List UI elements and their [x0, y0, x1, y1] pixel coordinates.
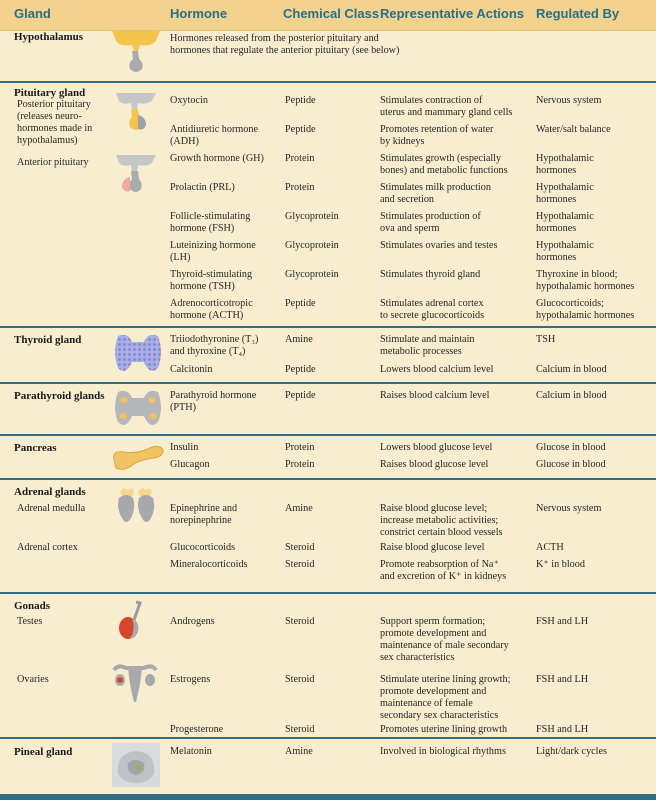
action-text: Stimulates growth (especially — [380, 153, 502, 164]
action-text: Promote reabsorption of Na⁺ — [380, 559, 499, 570]
chemical-class: Peptide — [285, 364, 316, 375]
hormone-name: Follicle-stimulating — [170, 211, 251, 222]
action-text: maintenance of female — [380, 698, 473, 709]
chemical-class: Peptide — [285, 298, 316, 309]
action-text: Stimulates production of — [380, 211, 481, 222]
adrenal-medulla-label: Adrenal medulla — [17, 503, 86, 514]
action-text: sex characteristics — [380, 652, 455, 663]
chemical-class: Steroid — [285, 616, 315, 627]
action-text: and excretion of K⁺ in kidneys — [380, 571, 507, 582]
hypothalamus-note: Hormones released from the posterior pituitary and — [170, 33, 379, 44]
action-text: increase metabolic activities; — [380, 515, 499, 526]
hormone-name: Progesterone — [170, 724, 224, 735]
ovaries-icon — [110, 660, 160, 704]
hormone-name: Androgens — [170, 616, 215, 627]
action-text: and secretion — [380, 194, 435, 205]
regulator-text: Light/dark cycles — [536, 746, 608, 757]
regulator-text: Glucocorticoids; — [536, 298, 604, 309]
regulator-text: Nervous system — [536, 95, 602, 106]
action-text: to secrete glucocorticoids — [380, 310, 485, 321]
hormone-name: Glucagon — [170, 459, 210, 470]
action-text: Raise blood glucose level; — [380, 503, 488, 514]
hormone-name: Luteinizing hormone — [170, 240, 256, 251]
regulator-text: FSH and LH — [536, 674, 589, 685]
regulator-text: Glucose in blood — [536, 459, 606, 470]
col-gland: Gland — [14, 6, 51, 21]
action-text: promote development and — [380, 628, 487, 639]
action-text: Raises blood calcium level — [380, 390, 490, 401]
regulator-text: hypothalamic hormones — [536, 281, 635, 292]
regulator-text: Calcium in blood — [536, 390, 607, 401]
hormone-name: (PTH) — [170, 402, 197, 413]
regulator-text: Glucose in blood — [536, 442, 606, 453]
regulator-text: Calcium in blood — [536, 364, 607, 375]
hormone-name: and thyroxine (T₄) — [170, 346, 246, 357]
action-text: promote development and — [380, 686, 487, 697]
regulator-text: hormones — [536, 223, 577, 234]
col-representative-actions: Representative Actions — [380, 6, 525, 21]
section-hypothalamus — [0, 31, 656, 83]
gland-name: Gonads — [14, 600, 51, 612]
action-text: Stimulates adrenal cortex — [380, 298, 484, 309]
hormone-name: (ADH) — [170, 136, 199, 147]
parathyroid-icon — [112, 388, 164, 430]
bottom-rule — [0, 794, 656, 800]
col-regulated-by: Regulated By — [536, 6, 620, 21]
regulator-text: Thyroxine in blood; — [536, 269, 618, 280]
section-parathyroid — [0, 384, 656, 436]
action-text: Lowers blood calcium level — [380, 364, 494, 375]
action-text: Stimulates contraction of — [380, 95, 483, 106]
col-chemical-class: Chemical Class — [283, 6, 380, 21]
action-text: metabolic processes — [380, 346, 462, 357]
hormone-name: Growth hormone (GH) — [170, 153, 264, 164]
action-text: Stimulate and maintain — [380, 334, 475, 345]
thyroid-icon — [112, 332, 164, 376]
hormone-name: Triiodothyronine (T₃) — [170, 334, 259, 345]
action-text: Promotes uterine lining growth — [380, 724, 508, 735]
chemical-class: Steroid — [285, 724, 315, 735]
regulator-text: Hypothalamic — [536, 182, 594, 193]
testes-label: Testes — [17, 616, 43, 627]
posterior-pituitary-label: hormones made in — [17, 123, 93, 134]
table-header — [0, 0, 656, 31]
regulator-text: FSH and LH — [536, 724, 589, 735]
section-pituitary — [0, 83, 656, 328]
hormone-name: Prolactin (PRL) — [170, 182, 235, 193]
chemical-class: Amine — [285, 503, 313, 514]
chemical-class: Protein — [285, 182, 315, 193]
hormone-name: hormone (FSH) — [170, 223, 235, 234]
pineal-gland-icon — [112, 743, 160, 787]
posterior-pituitary-label: (releases neuro- — [17, 111, 82, 122]
chemical-class: Steroid — [285, 542, 315, 553]
regulator-text: Hypothalamic — [536, 211, 594, 222]
hormone-name: Glucocorticoids — [170, 542, 236, 553]
action-text: Support sperm formation; — [380, 616, 486, 627]
adrenal-cortex-label: Adrenal cortex — [17, 542, 78, 553]
anterior-pituitary-label: Anterior pituitary — [17, 157, 89, 168]
adrenal-glands-icon — [114, 484, 158, 528]
pancreas-icon — [110, 442, 166, 472]
action-text: uterus and mammary gland cells — [380, 107, 513, 118]
hypothalamus-note: hormones that regulate the anterior pituitary (see below) — [170, 45, 400, 56]
hormone-name: Antidiuretic hormone — [170, 124, 258, 135]
anterior-pituitary-icon — [112, 153, 160, 197]
hormone-name: hormone (TSH) — [170, 281, 235, 292]
chemical-class: Steroid — [285, 674, 315, 685]
gland-name: Pancreas — [14, 442, 57, 454]
col-hormone: Hormone — [170, 6, 228, 21]
hormone-name: Oxytocin — [170, 95, 208, 106]
regulator-text: K⁺ in blood — [536, 559, 585, 570]
regulator-text: ACTH — [536, 542, 564, 553]
chemical-class: Protein — [285, 153, 315, 164]
regulator-text: TSH — [536, 334, 556, 345]
hormone-name: Parathyroid hormone — [170, 390, 257, 401]
posterior-pituitary-label: Posterior pituitary — [17, 99, 91, 110]
action-text: Involved in biological rhythms — [380, 746, 506, 757]
regulator-text: Hypothalamic — [536, 240, 594, 251]
gland-name: Hypothalamus — [14, 31, 84, 43]
gland-name: Parathyroid glands — [14, 390, 105, 402]
section-gonads — [0, 594, 656, 739]
hormone-name: Thyroid-stimulating — [170, 269, 253, 280]
chemical-class: Peptide — [285, 95, 316, 106]
action-text: Raise blood glucose level — [380, 542, 485, 553]
hormone-name: hormone (ACTH) — [170, 310, 244, 321]
action-text: Promotes retention of water — [380, 124, 494, 135]
chemical-class: Steroid — [285, 559, 315, 570]
chemical-class: Amine — [285, 334, 313, 345]
regulator-text: Hypothalamic — [536, 153, 594, 164]
gland-name: Adrenal glands — [14, 486, 86, 498]
action-text: secondary sex characteristics — [380, 710, 499, 721]
chemical-class: Glycoprotein — [285, 240, 339, 251]
ovaries-label: Ovaries — [17, 674, 49, 685]
action-text: Stimulates ovaries and testes — [380, 240, 498, 251]
regulator-text: hormones — [536, 252, 577, 263]
hypothalamus-icon — [110, 29, 162, 75]
testes-icon — [114, 600, 150, 642]
action-text: ova and sperm — [380, 223, 440, 234]
action-text: by kidneys — [380, 136, 425, 147]
hormone-name: Mineralocorticoids — [170, 559, 248, 570]
chemical-class: Protein — [285, 442, 315, 453]
posterior-pituitary-label: hypothalamus) — [17, 135, 78, 146]
chemical-class: Peptide — [285, 390, 316, 401]
action-text: Stimulates thyroid gland — [380, 269, 481, 280]
posterior-pituitary-icon — [112, 91, 160, 135]
section-pineal — [0, 739, 656, 793]
hormone-name: norepinephrine — [170, 515, 232, 526]
chemical-class: Glycoprotein — [285, 269, 339, 280]
regulator-text: hypothalamic hormones — [536, 310, 635, 321]
section-pancreas — [0, 436, 656, 480]
hormone-name: Calcitonin — [170, 364, 213, 375]
chemical-class: Protein — [285, 459, 315, 470]
chemical-class: Glycoprotein — [285, 211, 339, 222]
gland-name: Pineal gland — [14, 746, 73, 758]
hormone-name: Epinephrine and — [170, 503, 238, 514]
action-text: Stimulates milk production — [380, 182, 491, 193]
gland-name: Thyroid gland — [14, 334, 82, 346]
hormone-name: Melatonin — [170, 746, 212, 757]
action-text: Lowers blood glucose level — [380, 442, 493, 453]
regulator-text: Water/salt balance — [536, 124, 611, 135]
chemical-class: Amine — [285, 746, 313, 757]
hormone-name: Estrogens — [170, 674, 211, 685]
regulator-text: FSH and LH — [536, 616, 589, 627]
action-text: constrict certain blood vessels — [380, 527, 503, 538]
regulator-text: hormones — [536, 165, 577, 176]
regulator-text: Nervous system — [536, 503, 602, 514]
chemical-class: Peptide — [285, 124, 316, 135]
hormone-name: Adrenocorticotropic — [170, 298, 253, 309]
action-text: Stimulate uterine lining growth; — [380, 674, 511, 685]
regulator-text: hormones — [536, 194, 577, 205]
hormone-name: Insulin — [170, 442, 199, 453]
action-text: maintenance of male secondary — [380, 640, 509, 651]
gland-name: Pituitary gland — [14, 87, 86, 99]
section-adrenal — [0, 480, 656, 594]
action-text: bones) and metabolic functions — [380, 165, 508, 176]
section-thyroid — [0, 328, 656, 384]
hormone-name: (LH) — [170, 252, 191, 263]
action-text: Raises blood glucose level — [380, 459, 489, 470]
